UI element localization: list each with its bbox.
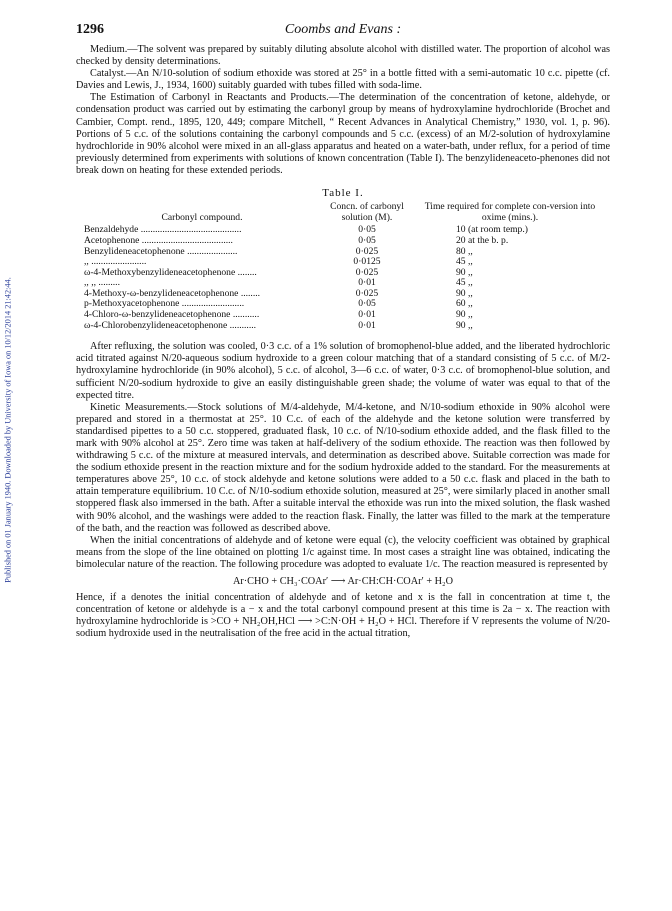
paragraph-velocity: When the initial concentrations of aldehyde and of ketone were equal (c), the velocity coefficient was obtained by graphical means from the slope of the line obtained on plotting 1/c against time. In most cases a straight line was obtained, indicating the bimolecular nature of the reaction. The following procedure was adopted to evaluate 1/c. The reaction measured is represented by bbox=[76, 534, 610, 570]
article-body bbox=[76, 44, 610, 641]
table-header: Time required for complete con-version into oxime (mins.). bbox=[424, 201, 596, 223]
table-cell: 0·01 bbox=[358, 319, 376, 331]
paragraph-medium: Medium.—The solvent was prepared by suitably diluting absolute alcohol with distilled water. The proportion of alcohol was checked by density determinations. bbox=[76, 44, 610, 68]
paragraph-refluxing: After refluxing, the solution was cooled, 0·3 c.c. of a 1% solution of bromophenol-blue added, and the liberated hydrochloric acid titrated against N/20-aqueous sodium hydroxide to a green colour matching that of a standard consisting of 5 c.c. of M/2-hydroxylamine hydrochloride (in 90% alcohol), 5 c.c. of alcohol, 3—6 c.c. of water, 0·3 c.c. of bromophenol-blue solution, and sufficient N/20-sodium hydroxide to give an easily distinguishable green shade; the volume of water was equal to that of the expected titre. bbox=[76, 341, 610, 401]
table-cell: 10 (at room temp.) bbox=[456, 224, 528, 236]
page-number: 1296 bbox=[76, 22, 104, 37]
table-cell: 20 at the b. p. bbox=[456, 234, 509, 246]
table-cell: 90 ,, bbox=[456, 287, 473, 299]
paragraph-kinetic: Kinetic Measurements.—Stock solutions of M/4-aldehyde, M/4-ketone, and N/10-sodium ethoxide in 90% alcohol were prepared and stored in a thermostat at 25°. 10 C.c. of each of the aldehyde and the ketone solution were transferred by standardised pipettes to a 50 c.c. stoppered, graduated flask, 10 c.c. of N/10-sodium ethoxide added, and the flask filled to the mark with 90% alcohol at 25°. Zero time was taken at half-delivery of the sodium ethoxide. The reaction was then followed by withdrawing 5 c.c. of the mixture at measured intervals, and determination as described above. Suitable correction was made for the sodium ethoxide present in the reaction mixture and for the sodium hydroxide added to the standard. For the measurements at temperatures above 25°, 10 c.c. of stock aldehyde and ketone solutions were added to a 50 c.c. flask and placed in the bath to attain temperature equilibrium. 10 C.c. of N/10-sodium ethoxide solution, measured at 25°, were similarly placed in another small stoppered flask also immersed in the bath. After a suitable interval the ethoxide was run into the mixed solution, the flask washed with 90% alcohol, and the washings were added to the reaction flask. Finally, the latter was filled to the mark at the temperature of the bath, and the reaction was followed as described above. bbox=[76, 401, 610, 534]
table-cell: 4-Chloro-ω-benzylideneacetophenone ........... bbox=[84, 309, 260, 321]
table-row bbox=[82, 247, 608, 258]
reaction-equation: Ar·CHO + CH₃·COAr′ ⟶ Ar·CH:CH·COAr′ + H₂O bbox=[232, 576, 454, 588]
table-cell: 0·025 bbox=[355, 287, 379, 299]
table-row bbox=[82, 268, 608, 279]
publication-sidebar bbox=[2, 150, 14, 710]
paragraph-catalyst: Catalyst.—An N/10-solution of sodium ethoxide was stored at 25° in a bottle fitted with a semi-automatic 10 c.c. pipette (cf. Davies and Lewis, J., 1934, 1600) suitably guarded with tubes filled with soda-lime. bbox=[76, 68, 610, 92]
page-header bbox=[76, 22, 610, 42]
table-cell: 90 ,, bbox=[456, 319, 473, 331]
table-cell: ω-4-Methoxybenzylideneacetophenone ........ bbox=[84, 266, 257, 278]
table-cell: Benzylideneacetophenone ..................... bbox=[84, 245, 238, 257]
page bbox=[76, 22, 610, 641]
table-cell: p-Methoxyacetophenone .......................... bbox=[84, 298, 245, 310]
table-cell: 0·025 bbox=[355, 245, 379, 257]
table-row bbox=[82, 321, 608, 332]
table-row bbox=[82, 236, 608, 247]
table-cell: ω-4-Chlorobenzylideneacetophenone ........... bbox=[84, 319, 257, 331]
table-title: Table I. bbox=[322, 187, 364, 200]
table-header: Carbonyl compound. bbox=[161, 211, 243, 223]
running-title: Coombs and Evans : bbox=[284, 22, 402, 37]
table-cell: Benzaldehyde .......................................... bbox=[84, 224, 242, 236]
table-header-row bbox=[82, 202, 608, 225]
table-cell: 0·01 bbox=[358, 277, 376, 289]
table-cell: ,, ....................... bbox=[84, 256, 147, 268]
table-cell: 0·01 bbox=[358, 309, 376, 321]
table-cell: 45 ,, bbox=[456, 277, 473, 289]
table-cell: 90 ,, bbox=[456, 266, 473, 278]
table-cell: ,, ,, ......... bbox=[84, 277, 120, 289]
table-cell: 0·0125 bbox=[353, 256, 381, 268]
table-cell: 45 ,, bbox=[456, 256, 473, 268]
table-cell: 60 ,, bbox=[456, 298, 473, 310]
table-header: Concn. of carbonyl solution (M). bbox=[330, 201, 404, 223]
table-cell: Acetophenone ...................................... bbox=[84, 234, 233, 246]
table-cell: 90 ,, bbox=[456, 309, 473, 321]
table-cell: 0·05 bbox=[358, 234, 376, 246]
publication-note: Published on 01 January 1940. Downloaded by University of Iowa on 10/12/2014 21:42:44. bbox=[3, 277, 13, 583]
table-cell: 0·05 bbox=[358, 298, 376, 310]
table-cell: 4-Methoxy-ω-benzylideneacetophenone ........ bbox=[84, 287, 261, 299]
table-cell: 80 ,, bbox=[456, 245, 473, 257]
table-cell: 0·025 bbox=[355, 266, 379, 278]
data-table bbox=[82, 202, 608, 331]
paragraph-estimation: The Estimation of Carbonyl in Reactants and Products.—The determination of the concentration of ketone, aldehyde, or condensation product was carried out by estimating the carbonyl group by means of hydroxylamine hydrochloride (Brochet and Cambier, Compt. rend., 1895, 120, 449; compare Mitchell, “ Recent Advances in Analytical Chemistry,” 1930, vol. 1, p. 96). Portions of 5 c.c. of the solutions containing the carbonyl compounds and 5 c.c. (excess) of an M/2-solution of hydroxylamine hydrochloride in 90% alcohol were mixed in an all-glass apparatus and heated on a water-bath, under reflux, for a period of time previously determined from experiments with solutions of known concentration (Table I). The benzylideneaceto-phenones did not break down on heating for these extended periods. bbox=[76, 92, 610, 176]
paragraph-hence: Hence, if a denotes the initial concentration of aldehyde and of ketone and x is the fall in concentration at time t, the concentration of ketone or aldehyde is a − x and the total carbonyl compound present at this time is 2a − x. The reaction with hydroxylamine hydrochloride is >CO + NH₂OH,HCl ⟶ >C:N·OH + H₂O + HCl. Therefore if V represents the volume of N/20-sodium hydroxide used in the neutralisation of the free acid in the actual titration, bbox=[76, 592, 610, 640]
table-cell: 0·05 bbox=[358, 224, 376, 236]
